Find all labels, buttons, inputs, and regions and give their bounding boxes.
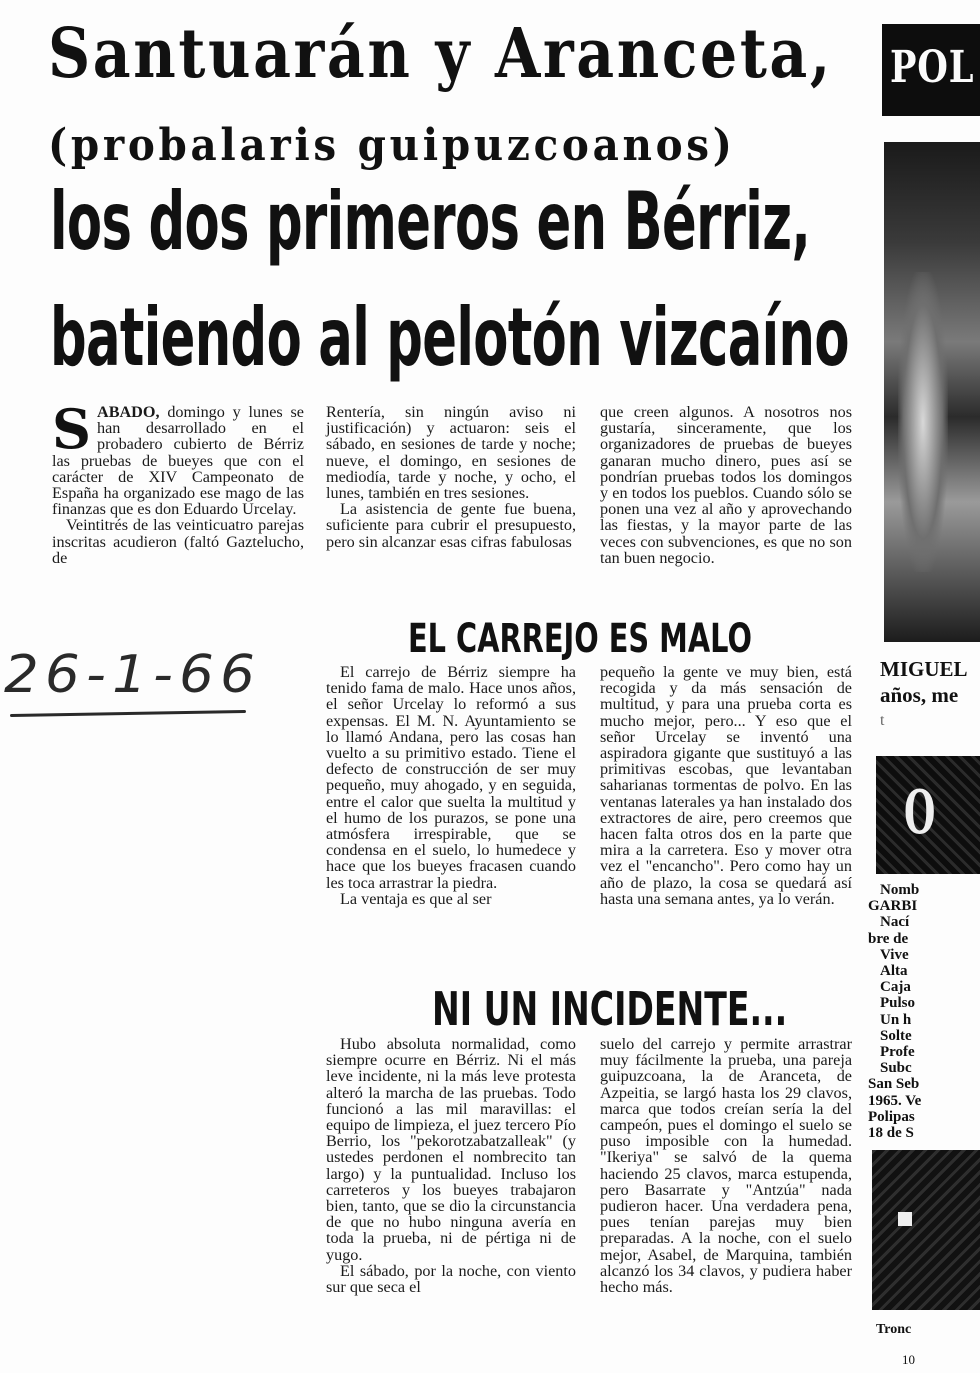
headline-line-1: Santuarán y Aranceta,	[48, 14, 833, 94]
paragraph: La ventaja es que al ser	[340, 889, 492, 908]
subheading-incidente: NI UN INCIDENTE...	[432, 982, 788, 1036]
dark-box-letter: O	[904, 778, 936, 848]
headline-line-3: los dos primeros en Bérriz,	[50, 175, 811, 268]
list-item: Caja	[880, 979, 911, 996]
paragraph: suelo del carrejo y permite arrastrar muy fácilmente la prueba, una pareja guipuzcoana, la de Aranceta, de Azpeitia, se largó hasta los 29 clavos, marca que todos creían sería la del campeón, pues el domingo el suelo se puso imposible con la humedad. "Ikeriya" se salvó de la quema haciendo 25 clavos, marca estupenda, pero Basarrate y "Antzúa" nada pudieron hacer. Una verdadera pena, pues tenían parejas muy bien preparadas. A la noche, con el suelo mejor, Asabel, de Marquina, también alcanzó los 34 clavos, y pudiera haber hecho más.	[600, 1035, 852, 1297]
list-item: Subc	[880, 1060, 912, 1077]
profile-list	[868, 882, 921, 1141]
white-square-icon	[898, 1212, 912, 1226]
article-column-6	[326, 1036, 576, 1342]
headline-line-2: (probalaris guipuzcoanos)	[48, 120, 736, 171]
list-item: Alta	[880, 963, 908, 980]
list-item: bre de	[868, 930, 909, 947]
handwritten-date: 26-1-66	[4, 645, 262, 705]
section-label: POL	[890, 42, 975, 93]
list-item: Nací	[880, 914, 910, 931]
paragraph: El carrejo de Bérriz siempre ha tenido fama de malo. Hace unos años, el señor Urcelay lo reformó a sus expensas. El M. N. Ayuntamiento se lo llamó Andana, pero las cosas han vuelto a su primitivo estado. Tiene el defecto de construcción de ser muy pequeño, muy ahogado, y en seguida, entre el calor que suelta la multitud y el humo de los purazos, se pone una atmósfera irrespirable, que se condensa en el suelo, lo humedece y hace que los bueyes fracasen cuando les toca arrastrar la piedra.	[326, 663, 576, 892]
handwritten-underline	[10, 710, 246, 717]
article-column-2	[326, 404, 576, 604]
headline-line-4: batiendo al pelotón vizcaíno	[50, 291, 849, 384]
adjacent-article-strip	[862, 0, 980, 1373]
list-item: Vive	[880, 946, 909, 963]
paragraph: El sábado, por la noche, con viento sur que seca el	[326, 1261, 576, 1297]
list-item: Un h	[880, 1011, 912, 1028]
paragraph: Veintitrés de las veinticuatro parejas inscritas acudieron (faltó Gaztelucho, de	[52, 516, 304, 567]
paragraph: La asistencia de gente fue buena, suficiente para cubrir el presupuesto, pero sin alcanzar esas cifras fabulosas	[326, 500, 576, 551]
lead-word: ABADO,	[97, 403, 160, 421]
dark-image-box	[872, 1150, 980, 1310]
section-label-box	[882, 24, 980, 116]
list-item: GARBI	[868, 898, 918, 915]
list-item: Nomb	[880, 882, 920, 898]
subheading-carrejo: EL CARREJO ES MALO	[408, 616, 752, 662]
list-item: 18 de S	[868, 1125, 914, 1142]
paragraph: Hubo absoluta normalidad, como siempre ocurre en Bérriz. Ni el más leve incidente, ni la más leve protesta alteró la marcha de las pruebas. Todo funcionó a las mil maravillas: el equipo de limpieza, el juez tercero Pío Berrio, los "pekorotzabatzalleak" (y ustedes perdonen el nombrecito tan largo) y la puntualidad. Incluso los carreteros y los bueyes trabajaron bien, tanto, que se dio la circunstancia de que no hubo ninguna avería en toda la prueba, ni de pértiga ni de yugo.	[326, 1035, 576, 1264]
list-item: Solte	[880, 1027, 912, 1044]
article-column-1	[52, 397, 304, 604]
drop-cap: S	[52, 397, 91, 461]
paragraph: domingo y lunes se han desarrollado en el probadero cubierto de Bérriz las pruebas de bueyes que con el carácter de XIV Campeonato de España ha organizado ese mago de las finanzas que es don Eduardo Urcelay.	[52, 403, 304, 519]
article-column-4	[326, 664, 576, 974]
article-column-5	[600, 664, 852, 974]
caption-line: años, me	[880, 683, 959, 707]
lead-paragraph	[52, 397, 304, 519]
list-item: Pulso	[880, 995, 916, 1012]
dark-headline-box	[876, 756, 980, 874]
athlete-photo	[884, 142, 980, 642]
paragraph: pequeño la gente ve muy bien, está recogida y da más sensación de multitud, y para una prueba corta es mucho mejor, pero... Y eso que el señor Urcelay se inventó una aspiradora gigante que sustituyó a las primitivas escobas, que levantaban saharianas tormentas de polvo. En las ventanas laterales ya han instalado dos extractores de aire, pero creemos que hacen falta otros dos en la parte que mira a la carretera. Eso y mover otra vez el "encancho". Pero como hay un año de plazo, la cosa se quedará así hasta una semana antes, ya lo verán.	[600, 663, 852, 908]
caption-name: MIGUEL	[880, 657, 968, 681]
photo-caption	[880, 656, 968, 734]
list-item: Polipas	[868, 1108, 915, 1125]
paragraph: que creen algunos. A nosotros nos gustaría, sinceramente, que los organizadores de pruebas de bueyes ganaran mucho dinero, pues así se pondrían pruebas todos los domingos y en todos los pueblos. Cuando sólo se ponen una vez al año y aprovechando las fiestas, y la mayor parte de las veces con subvenciones, es que no son tan buen negocio.	[600, 403, 852, 567]
list-item: San Seb	[868, 1076, 920, 1093]
list-item: Profe	[880, 1044, 915, 1061]
list-item: 1965. Ve	[868, 1092, 922, 1109]
article-column-7	[600, 1036, 852, 1342]
article-column-3	[600, 404, 852, 604]
paragraph: Rentería, sin ningún aviso ni justificación) y actuaron: seis el sábado, en sesiones de tarde y noche; nueve, el domingo, en sesiones de mediodía, tarde y noche, y ocho, el lunes, también en tres sesiones.	[326, 403, 576, 503]
caption-line: t	[880, 712, 885, 729]
page-number: 10	[902, 1352, 915, 1367]
footer-text: Tronc	[876, 1322, 912, 1337]
